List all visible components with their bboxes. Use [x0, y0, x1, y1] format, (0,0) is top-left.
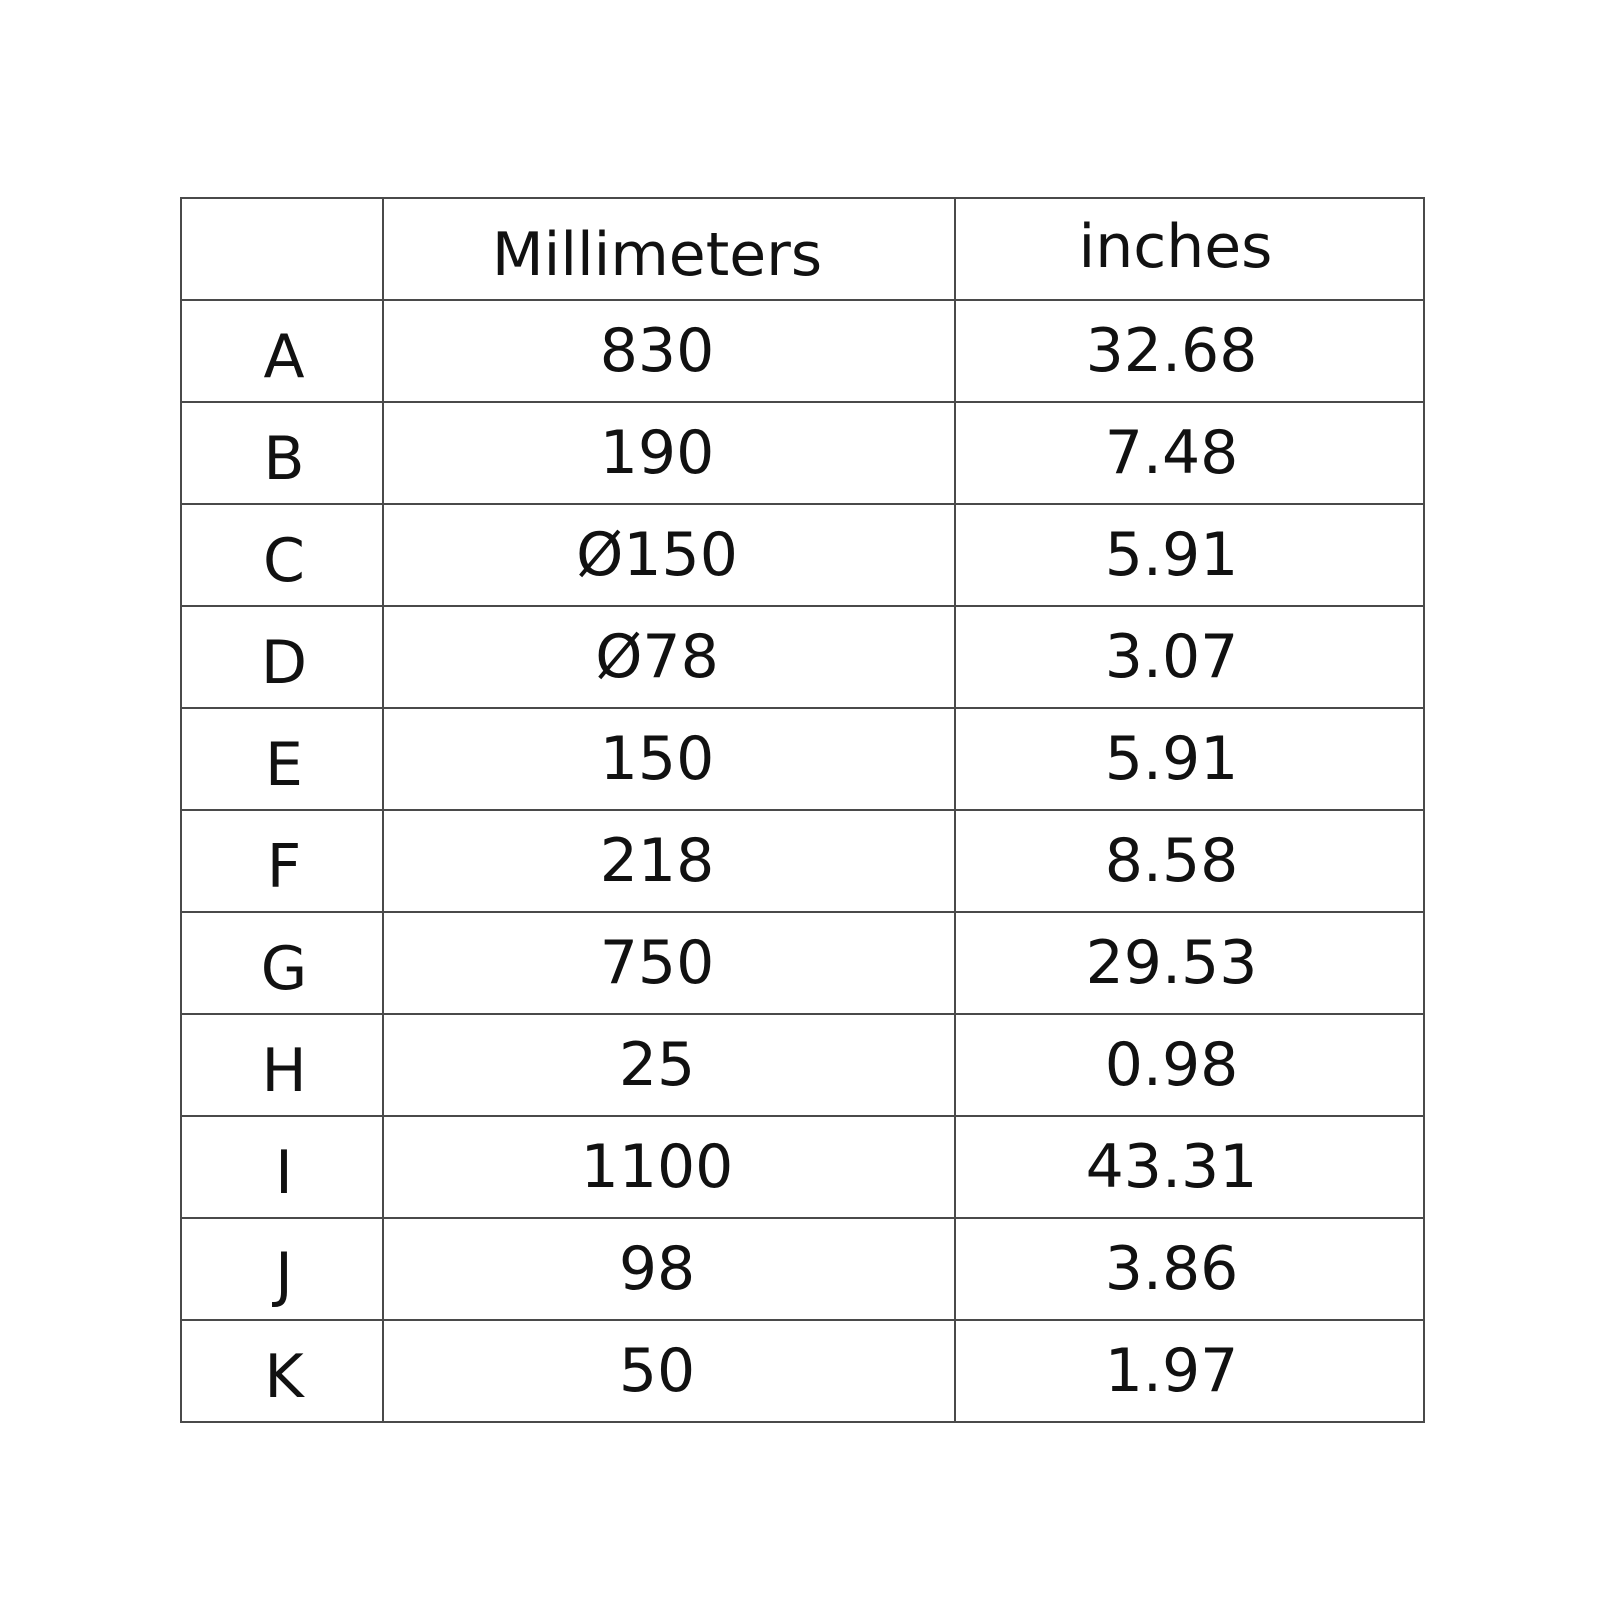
inches-cell	[955, 1014, 1424, 1116]
inches-cell	[955, 912, 1424, 1014]
inches-value: 5.91	[1104, 724, 1239, 794]
inches-value: 5.91	[1104, 520, 1239, 590]
mm-value: 830	[599, 316, 715, 386]
inches-cell	[955, 1320, 1424, 1422]
table-row	[181, 504, 1424, 606]
mm-cell	[383, 708, 955, 810]
inches-cell	[955, 1218, 1424, 1320]
row-label-cell	[181, 300, 383, 402]
table-row	[181, 1014, 1424, 1116]
header-inches-cell	[955, 198, 1424, 300]
mm-value: 750	[599, 928, 715, 998]
mm-cell	[383, 1218, 955, 1320]
row-label-cell	[181, 810, 383, 912]
mm-cell	[383, 402, 955, 504]
mm-cell	[383, 504, 955, 606]
mm-cell	[383, 606, 955, 708]
mm-cell	[383, 1014, 955, 1116]
table-row	[181, 1218, 1424, 1320]
mm-value: 25	[618, 1030, 696, 1100]
row-label: F	[266, 832, 302, 902]
row-label: K	[264, 1342, 304, 1412]
row-label: J	[275, 1240, 293, 1310]
mm-cell	[383, 1116, 955, 1218]
row-label: D	[260, 628, 308, 698]
inches-value: 3.86	[1104, 1234, 1239, 1304]
mm-value: Ø150	[576, 520, 738, 590]
row-label-cell	[181, 912, 383, 1014]
row-label: H	[261, 1036, 307, 1106]
inches-cell	[955, 810, 1424, 912]
inches-cell	[955, 300, 1424, 402]
row-label-cell	[181, 1116, 383, 1218]
inches-value: 0.98	[1104, 1030, 1239, 1100]
mm-value: 150	[599, 724, 715, 794]
table-row	[181, 300, 1424, 402]
table-row	[181, 708, 1424, 810]
header-millimeters-cell	[383, 198, 955, 300]
inches-value: 43.31	[1085, 1132, 1258, 1202]
row-label-cell	[181, 1218, 383, 1320]
row-label-cell	[181, 708, 383, 810]
table-row	[181, 606, 1424, 708]
row-label: I	[275, 1138, 293, 1208]
inches-cell	[955, 504, 1424, 606]
mm-value: 50	[618, 1336, 696, 1406]
row-label: C	[263, 526, 305, 596]
inches-value: 29.53	[1085, 928, 1258, 998]
mm-value: 218	[599, 826, 715, 896]
inches-value: 1.97	[1104, 1336, 1239, 1406]
mm-cell	[383, 1320, 955, 1422]
header-row	[181, 198, 1424, 300]
inches-cell	[955, 606, 1424, 708]
mm-value: 190	[599, 418, 715, 488]
inches-value: 3.07	[1104, 622, 1239, 692]
header-inches: inches	[1078, 212, 1273, 282]
mm-value: 1100	[580, 1132, 734, 1202]
dimensions-table	[180, 197, 1425, 1423]
table-row	[181, 912, 1424, 1014]
table-row	[181, 402, 1424, 504]
row-label-cell	[181, 1014, 383, 1116]
row-label: B	[263, 424, 305, 494]
table-row	[181, 1320, 1424, 1422]
row-label-cell	[181, 606, 383, 708]
row-label-cell	[181, 402, 383, 504]
header-millimeters: Millimeters	[491, 220, 823, 290]
mm-cell	[383, 810, 955, 912]
mm-value: 98	[618, 1234, 696, 1304]
inches-cell	[955, 708, 1424, 810]
mm-cell	[383, 300, 955, 402]
header-label-cell	[181, 198, 383, 300]
row-label: G	[260, 934, 308, 1004]
table-row	[181, 810, 1424, 912]
row-label-cell	[181, 1320, 383, 1422]
row-label: A	[263, 322, 305, 392]
mm-cell	[383, 912, 955, 1014]
mm-value: Ø78	[595, 622, 719, 692]
inches-value: 8.58	[1104, 826, 1239, 896]
inches-value: 32.68	[1085, 316, 1258, 386]
row-label-cell	[181, 504, 383, 606]
row-label: E	[265, 730, 303, 800]
inches-cell	[955, 402, 1424, 504]
table-row	[181, 1116, 1424, 1218]
inches-value: 7.48	[1104, 418, 1239, 488]
inches-cell	[955, 1116, 1424, 1218]
